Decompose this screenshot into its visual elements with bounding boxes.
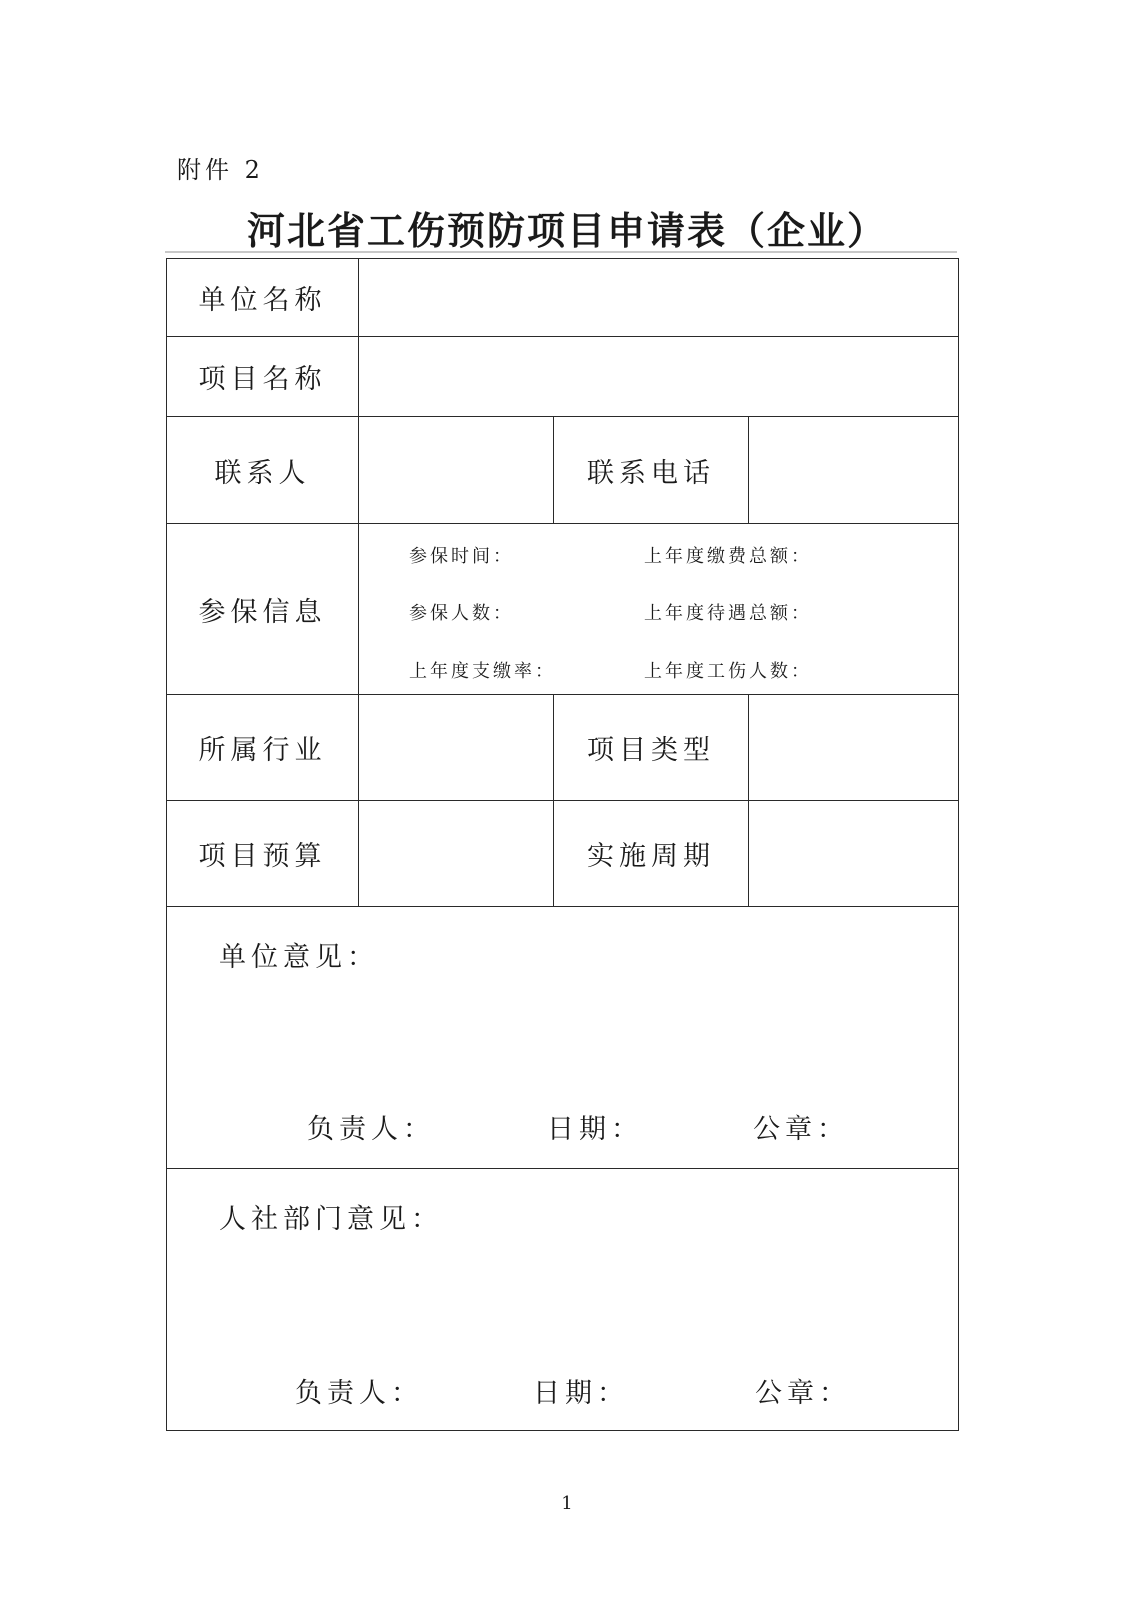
unit-name-label-cell <box>167 259 359 337</box>
attachment-label: 附件 2 <box>177 156 264 184</box>
budget-label: 项目预算 <box>198 841 327 872</box>
page-number: 1 <box>561 1493 573 1514</box>
hr-opinion-title: 人社部门意见： <box>219 1204 443 1235</box>
last-year-total-payment-label: 上年度缴费总额： <box>644 546 812 567</box>
period-field[interactable] <box>749 801 959 907</box>
document-title: 河北省工伤预防项目申请表（企业） <box>246 209 887 253</box>
unit-opinion-person-label: 负责人： <box>307 1114 435 1145</box>
insurance-info-label: 参保信息 <box>198 596 327 628</box>
row-contact <box>167 417 959 524</box>
project-type-label: 项目类型 <box>587 735 715 766</box>
project-name-label: 项目名称 <box>198 364 327 395</box>
period-label-cell <box>554 801 749 907</box>
title-divider <box>165 251 957 253</box>
last-year-injured-count-label: 上年度工伤人数： <box>644 661 812 682</box>
industry-label: 所属行业 <box>198 735 327 766</box>
insurance-info-field[interactable] <box>359 524 959 695</box>
project-type-label-cell <box>554 695 749 801</box>
project-type-field[interactable] <box>749 695 959 801</box>
unit-opinion-field[interactable] <box>167 907 959 1169</box>
contact-person-label: 联系人 <box>214 457 311 489</box>
unit-opinion-seal-label: 公章： <box>753 1114 849 1145</box>
hr-opinion-person-label: 负责人： <box>295 1378 423 1409</box>
contact-phone-label-cell <box>554 417 749 524</box>
insured-count-label: 参保人数： <box>409 603 514 624</box>
budget-label-cell <box>167 801 359 907</box>
contact-phone-label: 联系电话 <box>587 457 715 489</box>
row-hr-opinion <box>167 1169 959 1431</box>
unit-opinion-date-label: 日期： <box>547 1114 643 1145</box>
industry-field[interactable] <box>359 695 554 801</box>
row-project-name <box>167 337 959 417</box>
unit-name-field[interactable] <box>359 259 959 337</box>
industry-label-cell <box>167 695 359 801</box>
row-industry <box>167 695 959 801</box>
hr-opinion-seal-label: 公章： <box>755 1378 851 1409</box>
insurance-info-label-cell <box>167 524 359 695</box>
project-name-field[interactable] <box>359 337 959 417</box>
contact-person-label-cell <box>167 417 359 524</box>
budget-field[interactable] <box>359 801 554 907</box>
row-budget <box>167 801 959 907</box>
unit-name-label: 单位名称 <box>198 285 327 316</box>
hr-opinion-date-label: 日期： <box>533 1378 629 1409</box>
period-label: 实施周期 <box>587 841 715 872</box>
enroll-time-label: 参保时间： <box>409 546 514 567</box>
unit-opinion-title: 单位意见： <box>219 942 379 973</box>
row-unit-name <box>167 259 959 337</box>
hr-opinion-field[interactable] <box>167 1169 959 1431</box>
project-name-label-cell <box>167 337 359 417</box>
application-form-table <box>166 258 959 1431</box>
row-insurance-info <box>167 524 959 695</box>
contact-person-field[interactable] <box>359 417 554 524</box>
last-year-rate-label: 上年度支缴率： <box>409 661 556 682</box>
row-unit-opinion <box>167 907 959 1169</box>
contact-phone-field[interactable] <box>749 417 959 524</box>
last-year-total-benefits-label: 上年度待遇总额： <box>644 603 812 624</box>
